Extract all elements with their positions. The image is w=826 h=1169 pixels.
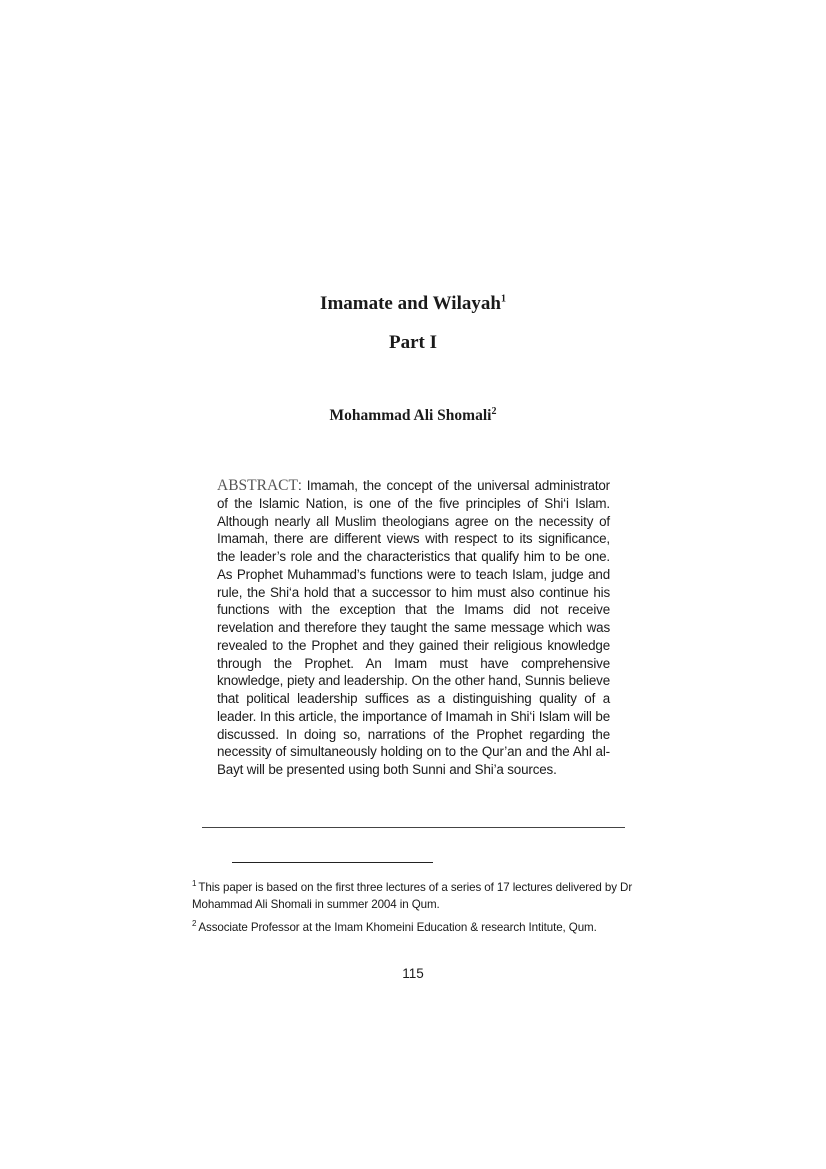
- footnote-1-text: This paper is based on the first three lectures of a series of 17 lectures delivered by Dr Mohammad Ali Shomali in summer 2004 in Qum.: [192, 881, 633, 911]
- author-name: Mohammad Ali Shomali: [329, 407, 492, 424]
- footnote-1: [192, 879, 652, 913]
- abstract-text: : Imamah, the concept of the universal administrator of the Islamic Nation, is one of the five principles of Shi‘i Islam. Although nearly all Muslim theologians agree on the necessity of Imamah, there are different views with respect to its significance, the leader’s role and the characteristics that qualify him to be one. As Prophet Muhammad’s functions were to teach Islam, judge and rule, the Shi‘a hold that a successor to him must also continue his functions with the exception that the Imams did not receive revelation and therefore they taught the same message which was revealed to the Prophet and they gained their religious knowledge through the Prophet. An Imam must have comprehensive knowledge, piety and leadership. On the other hand, Sunnis believe that political leadership suffices as a distinguishing quality of a leader. In this article, the importance of Imamah in Shi‘i Islam will be discussed. In doing so, narrations of the Prophet regarding the necessity of simultaneously holding on to the Qur’an and the Ahl al-Bayt will be presented using both Sunni and Shi’a sources.: [217, 478, 610, 777]
- footnote-2-marker: 2: [192, 919, 197, 929]
- paper-title: [0, 291, 826, 317]
- abstract-paragraph: [217, 477, 610, 779]
- abstract-label: ABSTRACT: [217, 477, 298, 494]
- title-footnote-ref: 1: [500, 293, 506, 305]
- footnote-2: [192, 919, 652, 936]
- paper-title-text: Imamate and Wilayah: [320, 293, 501, 314]
- footnote-separator: [232, 862, 433, 863]
- author-line: [0, 405, 826, 427]
- part-heading: Part I: [388, 332, 437, 353]
- footnote-1-marker: 1: [192, 879, 197, 889]
- footnote-2-text: Associate Professor at the Imam Khomeini Education & research Intitute, Qum.: [198, 921, 597, 934]
- author-footnote-ref: 2: [491, 405, 497, 417]
- page-number: 115: [402, 966, 424, 981]
- section-divider: [202, 827, 625, 828]
